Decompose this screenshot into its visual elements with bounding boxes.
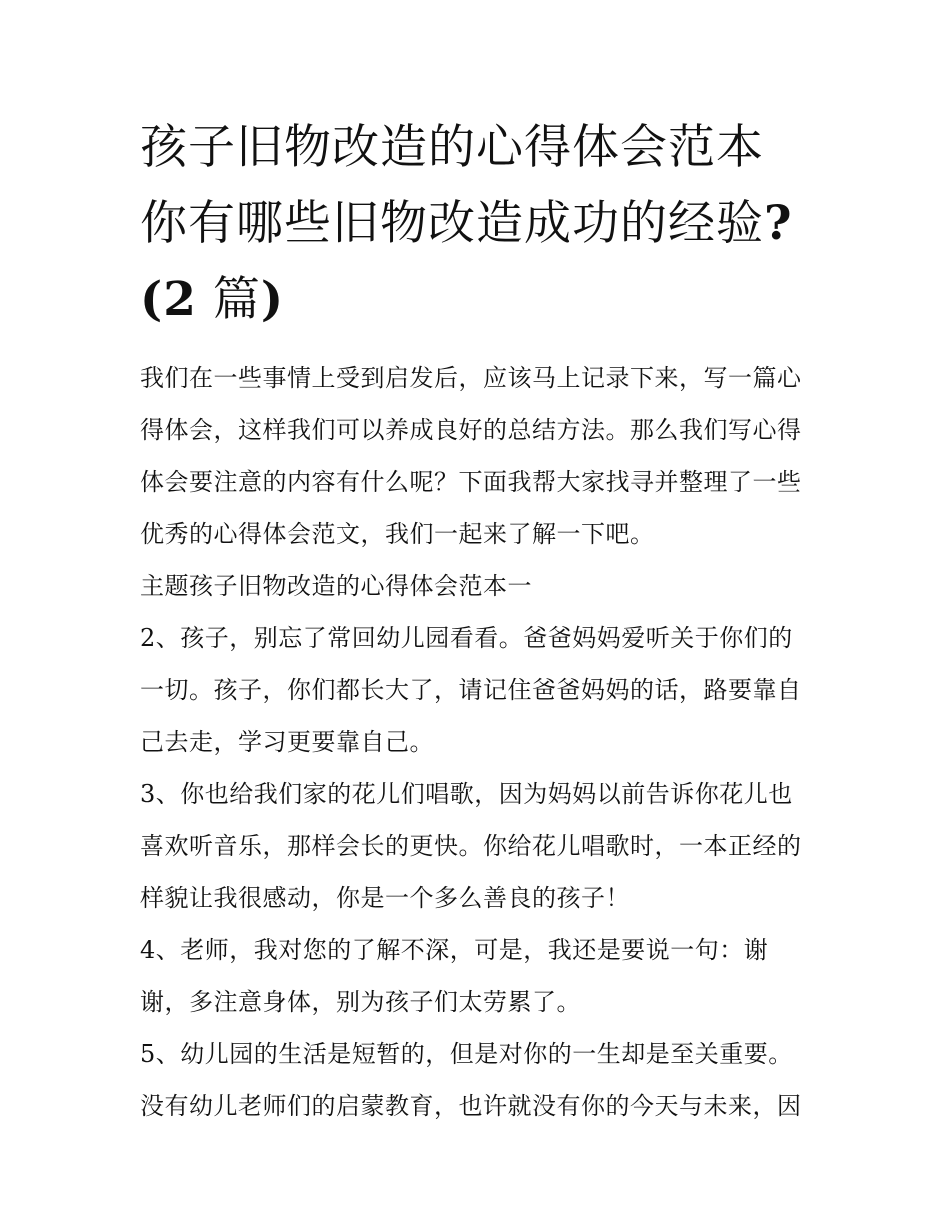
item-paragraph-3 (140, 768, 820, 924)
text-line: 得体会，这样我们可以养成良好的总结方法。那么我们写心得 (140, 416, 802, 444)
text-line: 己去走，学习更要靠自己。 (140, 728, 434, 756)
intro-paragraph (140, 352, 820, 560)
document-title (140, 110, 820, 338)
text-line: 4、老师，我对您的了解不深，可是，我还是要说一句：谢 (140, 936, 769, 964)
text-line: 2、孩子，别忘了常回幼儿园看看。爸爸妈妈爱听关于你们的 (140, 624, 793, 652)
text-line: 5、幼儿园的生活是短暂的，但是对你的一生却是至关重要。 (140, 1040, 793, 1068)
section-heading (140, 560, 820, 612)
text-line: 一切。孩子，你们都长大了，请记住爸爸妈妈的话，路要靠自 (140, 676, 802, 704)
title-question-mark: ? (764, 196, 793, 251)
title-line-1: 孩子旧物改造的心得体会范本 (140, 120, 764, 175)
item-paragraph-5 (140, 1028, 820, 1132)
title-count-open: (2 (140, 272, 197, 327)
title-count-close: ) (260, 272, 285, 327)
document-page (140, 110, 820, 1132)
text-line: 主题孩子旧物改造的心得体会范本一 (140, 572, 532, 600)
item-paragraph-2 (140, 612, 820, 768)
title-line-3 (140, 262, 820, 338)
text-line: 样貌让我很感动，你是一个多么善良的孩子！ (140, 884, 630, 912)
text-line: 体会要注意的内容有什么呢？下面我帮大家找寻并整理了一些 (140, 468, 802, 496)
text-line: 3、你也给我们家的花儿们唱歌，因为妈妈以前告诉你花儿也 (140, 780, 793, 808)
text-line: 谢，多注意身体，别为孩子们太劳累了。 (140, 988, 581, 1016)
title-line-2 (140, 186, 820, 262)
item-paragraph-4 (140, 924, 820, 1028)
text-line: 优秀的心得体会范文，我们一起来了解一下吧。 (140, 520, 655, 548)
title-count-char: 篇 (212, 272, 261, 327)
text-line: 没有幼儿老师们的启蒙教育，也许就没有你的今天与未来，因 (140, 1092, 802, 1120)
text-line: 我们在一些事情上受到启发后，应该马上记录下来，写一篇心 (140, 364, 802, 392)
title-line-2-text: 你有哪些旧物改造成功的经验 (140, 196, 764, 251)
text-line: 喜欢听音乐，那样会长的更快。你给花儿唱歌时，一本正经的 (140, 832, 802, 860)
